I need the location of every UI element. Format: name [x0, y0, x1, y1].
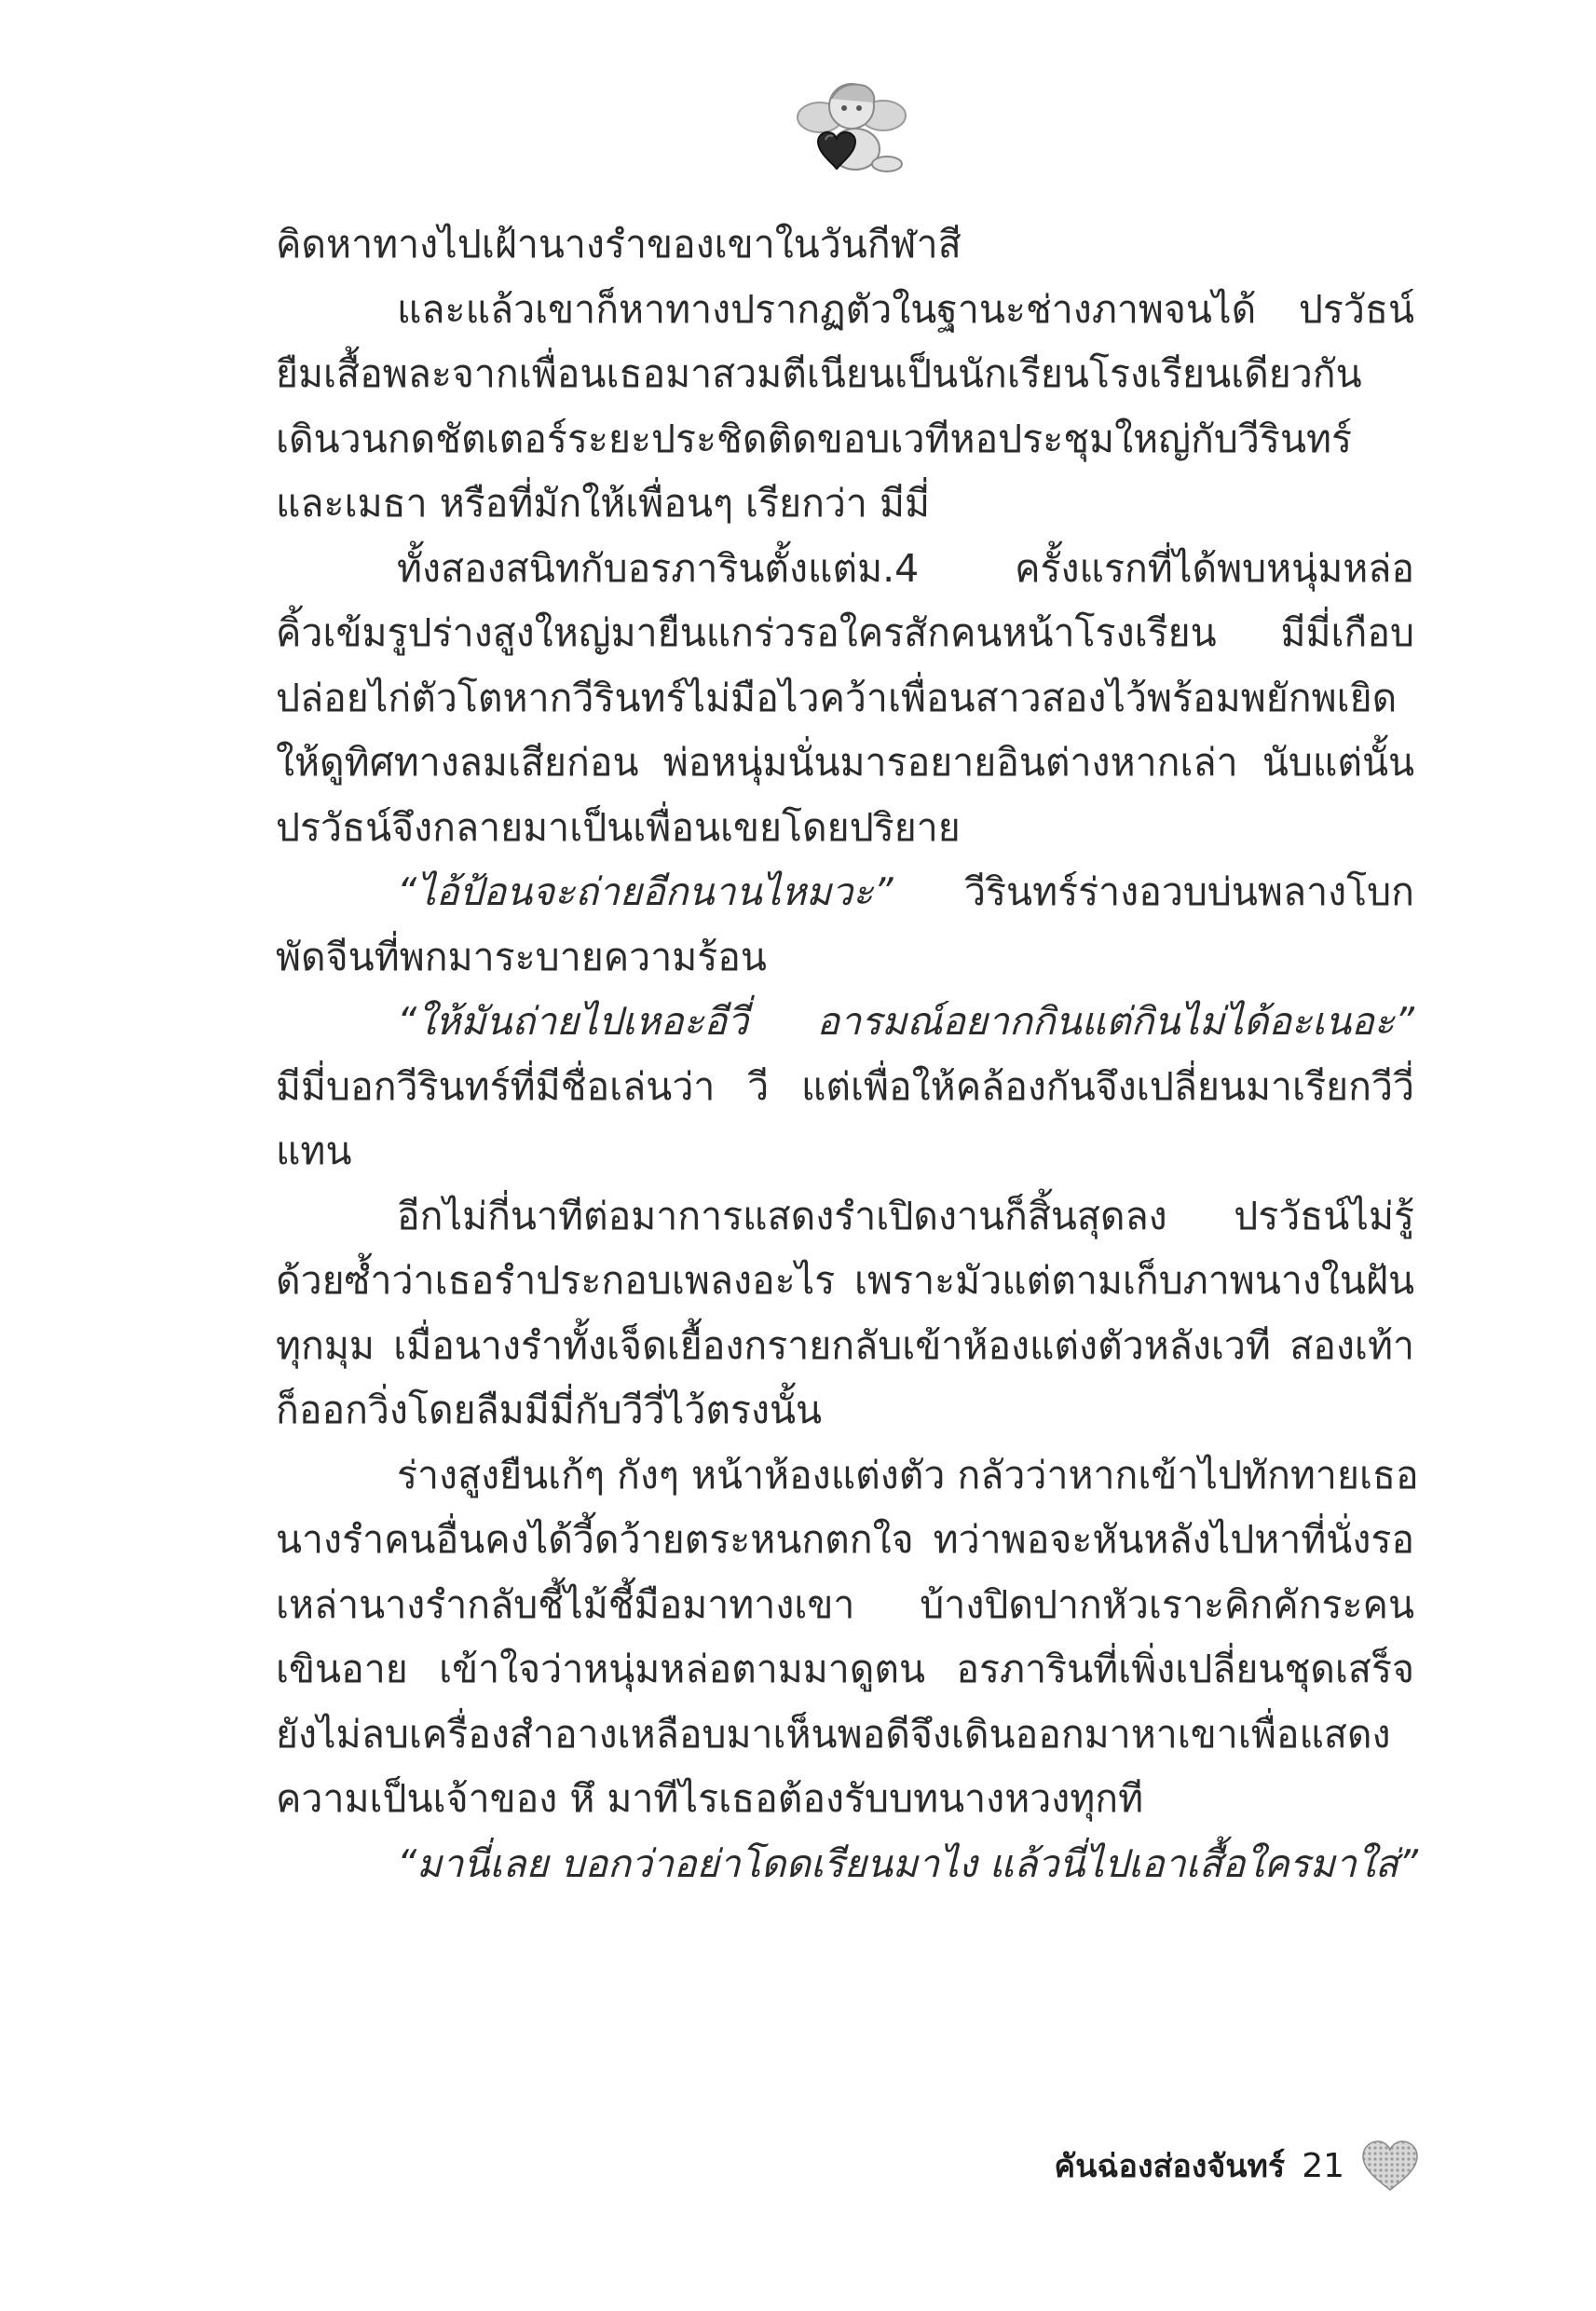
text-line [276, 925, 1414, 991]
line-text: แทน [276, 1128, 352, 1173]
text-line [276, 666, 1414, 732]
dialogue-quote: “มานี่เลย บอกว่าอย่าโดดเรียนมาไง แล้วนี่ไปเอาเสื้อใครมาใส่” [397, 1840, 1419, 1886]
dialogue-quote: “ไอ้ป้อนจะถ่ายอีกนานไหมวะ” [397, 869, 893, 914]
line-text: พัดจีนที่พกมาระบายความร้อน [276, 934, 767, 979]
text-line [276, 860, 1414, 925]
line-text: ทั้งสองสนิทกับอรภารินตั้งแต่ม.4 ครั้งแรกที่ได้พบหนุ่มหล่อ [397, 545, 1414, 591]
text-line [276, 1702, 1414, 1768]
line-text: นางรำคนอื่นคงได้วี้ดว้ายตระหนกตกใจ ทว่าพอจะหันหลังไปหาที่นั่งรอ [276, 1517, 1414, 1562]
line-text: คิ้วเข้มรูปร่างสูงใหญ่มายืนแกร่วรอใครสักคนหน้าโรงเรียน มีมี่เกือบ [276, 610, 1414, 655]
body-text [276, 212, 1419, 1896]
text-line [276, 731, 1414, 796]
text-line [276, 1314, 1414, 1379]
line-text: อีกไม่กี่นาทีต่อมาการแสดงรำเปิดงานก็สิ้นสุดลง ปรวัธน์ไม่รู้ [397, 1193, 1414, 1238]
text-line [276, 1249, 1414, 1314]
line-text: และเมธา หรือที่มักให้เพื่อนๆ เรียกว่า มีมี่ [276, 481, 931, 526]
page-footer [1054, 2138, 1419, 2194]
line-text: และแล้วเขาก็หาทางปรากฏตัวในฐานะช่างภาพจนได้ ปรวัธน์ [397, 286, 1414, 332]
text-line [276, 342, 1414, 407]
text-line [276, 1378, 1414, 1443]
text-line [276, 1637, 1414, 1702]
text-line [276, 407, 1414, 472]
text-line [276, 601, 1414, 666]
line-text: ความเป็นเจ้าของ หึ มาทีไรเธอต้องรับบทนางหวงทุกที [276, 1776, 1144, 1821]
text-line [276, 537, 1414, 602]
line-text: วีรินทร์ร่างอวบบ่นพลางโบก [893, 869, 1414, 914]
text-line [276, 1767, 1414, 1832]
text-line [276, 1184, 1414, 1250]
text-line [276, 1443, 1419, 1509]
line-text: ทุกมุม เมื่อนางรำทั้งเจ็ดเยื้องกรายกลับเข้าห้องแต่งตัวหลังเวที สองเท้า [276, 1322, 1414, 1368]
text-line [276, 1508, 1414, 1573]
line-text: ด้วยซ้ำว่าเธอรำประกอบเพลงอะไร เพราะมัวแต่ตามเก็บภาพนางในฝัน [276, 1258, 1414, 1303]
cupid-with-heart-icon [790, 73, 911, 185]
text-line [276, 1055, 1414, 1120]
text-line [276, 796, 1414, 861]
text-line [276, 1832, 1419, 1897]
line-text: ปรวัธน์จึงกลายมาเป็นเพื่อนเขยโดยปริยาย [276, 804, 961, 850]
heart-icon [1361, 2140, 1419, 2192]
line-text: ก็ออกวิ่งโดยลืมมีมี่กับวีวี่ไว้ตรงนั้น [276, 1388, 823, 1432]
line-text: คิดหาทางไปเฝ้านางรำของเขาในวันกีฬาสี [276, 222, 962, 267]
line-text: ยังไม่ลบเครื่องสำอางเหลือบมาเห็นพอดีจึงเดินออกมาหาเขาเพื่อแสดง [276, 1711, 1391, 1757]
book-title: คันฉ่องส่องจันทร์ [1054, 2148, 1286, 2185]
dialogue-quote: “ให้มันถ่ายไปเหอะอีวี่ อารมณ์อยากกินแต่กินไม่ได้อะเนอะ” [397, 999, 1414, 1044]
line-text: ร่างสูงยืนเก้ๆ กังๆ หน้าห้องแต่งตัว กลัวว่าหากเข้าไปทักทายเธอ [397, 1452, 1419, 1497]
line-text: ปล่อยไก่ตัวโตหากวีรินทร์ไม่มือไวคว้าเพื่อนสาวสองไว้พร้อมพยักพเยิด [276, 675, 1398, 720]
line-text: เหล่านางรำกลับชี้ไม้ชี้มือมาทางเขา บ้างปิดปากหัวเราะคิกคักระคน [276, 1581, 1414, 1627]
page-number: 21 [1302, 2146, 1344, 2185]
text-line [276, 472, 1414, 537]
text-line [276, 212, 1414, 278]
line-text: เขินอาย เข้าใจว่าหนุ่มหล่อตามมาดูตน อรภารินที่เพิ่งเปลี่ยนชุดเสร็จ [276, 1647, 1414, 1691]
text-line [276, 1573, 1414, 1638]
line-text: ให้ดูทิศทางลมเสียก่อน พ่อหนุ่มนั่นมารอยายอินต่างหากเล่า นับแต่นั้น [276, 740, 1414, 785]
text-line [276, 990, 1414, 1055]
line-text: มีมี่บอกวีรินทร์ที่มีชื่อเล่นว่า วี แต่เพื่อให้คล้องกันจึงเปลี่ยนมาเรียกวีวี่ [276, 1063, 1414, 1109]
line-text: เดินวนกดชัตเตอร์ระยะประชิดติดขอบเวทีหอประชุมใหญ่กับวีรินทร์ [276, 416, 1353, 461]
line-text: ยืมเสื้อพละจากเพื่อนเธอมาสวมตีเนียนเป็นนักเรียนโรงเรียนเดียวกัน [276, 351, 1362, 396]
text-line [276, 1119, 1414, 1184]
text-line [276, 278, 1414, 343]
